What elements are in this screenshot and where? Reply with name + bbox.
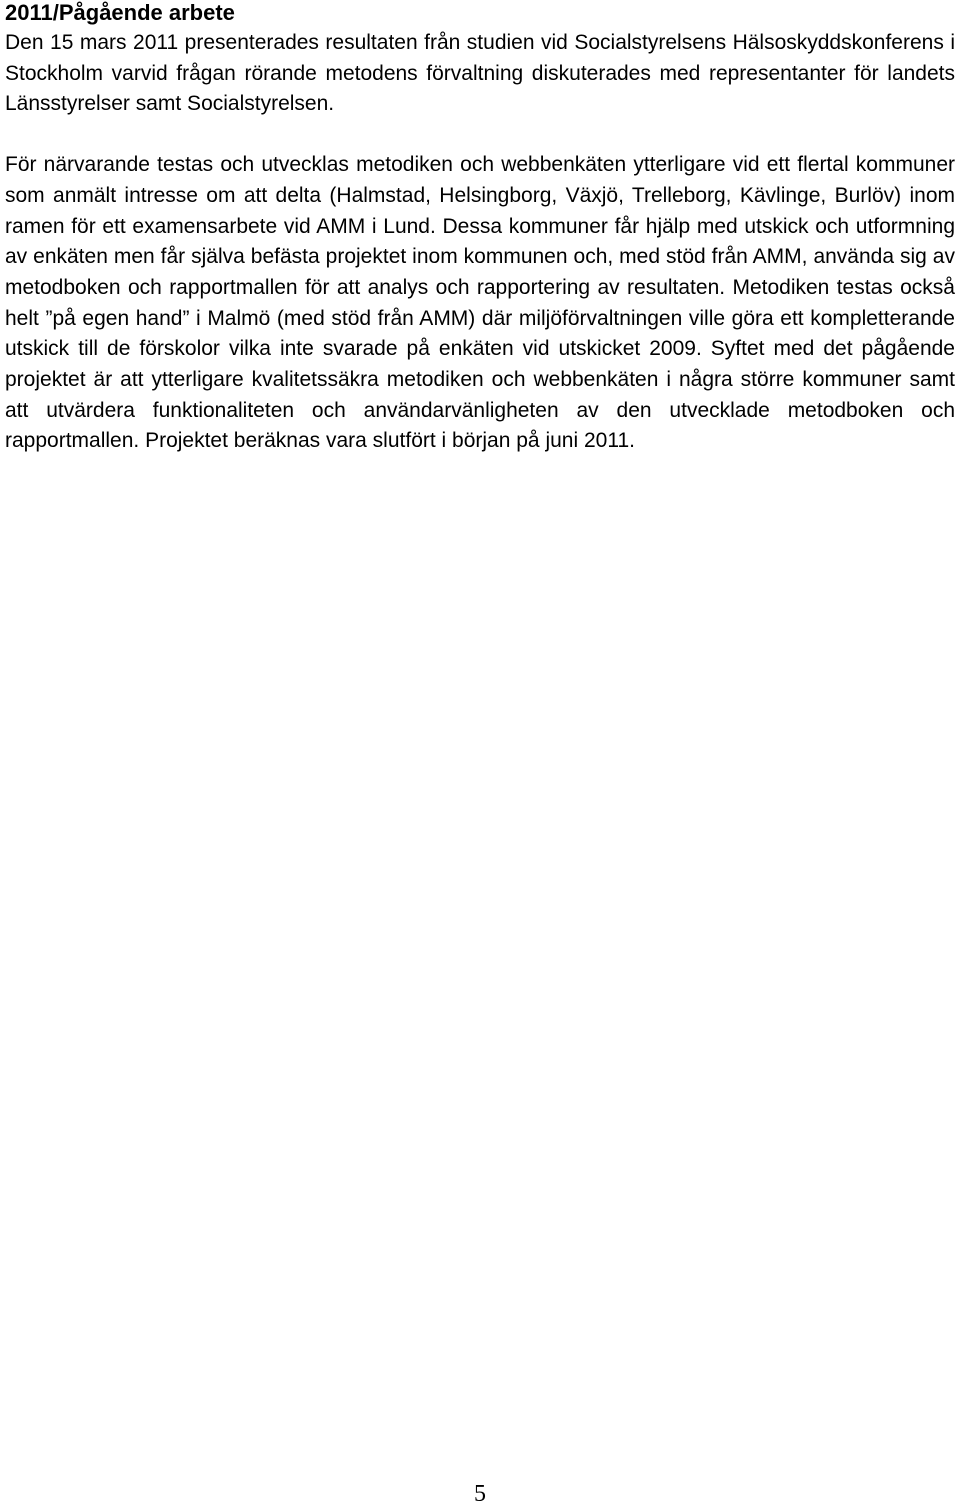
section-heading: 2011/Pågående arbete	[5, 0, 235, 25]
page-number: 5	[474, 1481, 486, 1507]
paragraph-conference: Den 15 mars 2011 presenterades resultaten från studien vid Socialstyrelsens Hälsoskyddskonferens i Stockholm varvid frågan rörande metodens förvaltning diskuterades med representanter för landets Länsstyrelser samt Socialstyrelsen.	[5, 31, 955, 116]
document-page	[5, 0, 955, 457]
paragraph-ongoing-work: För närvarande testas och utvecklas metodiken och webbenkäten ytterligare vid ett flertal kommuner som anmält intresse om att delta (Halmstad, Helsingborg, Växjö, Trelleborg, Kävlinge, Burlöv) inom ramen för ett examensarbete vid AMM i Lund. Dessa kommuner får hjälp med utskick och utformning av enkäten men får själva befästa projektet inom kommunen och, med stöd från AMM, använda sig av metodboken och rapportmallen för att analys och rapportering av resultaten. Metodiken testas också helt ”på egen hand” i Malmö (med stöd från AMM) där miljöförvaltningen ville göra ett kompletterande utskick till de förskolor vilka inte svarade på enkäten vid utskicket 2009. Syftet med det pågående projektet är att ytterligare kvalitetssäkra metodiken och webbenkäten i några större kommuner samt att utvärdera funktionaliteten och användarvänligheten av den utvecklade metodboken och rapportmallen. Projektet beräknas vara slutfört i början på juni 2011.	[5, 153, 955, 453]
